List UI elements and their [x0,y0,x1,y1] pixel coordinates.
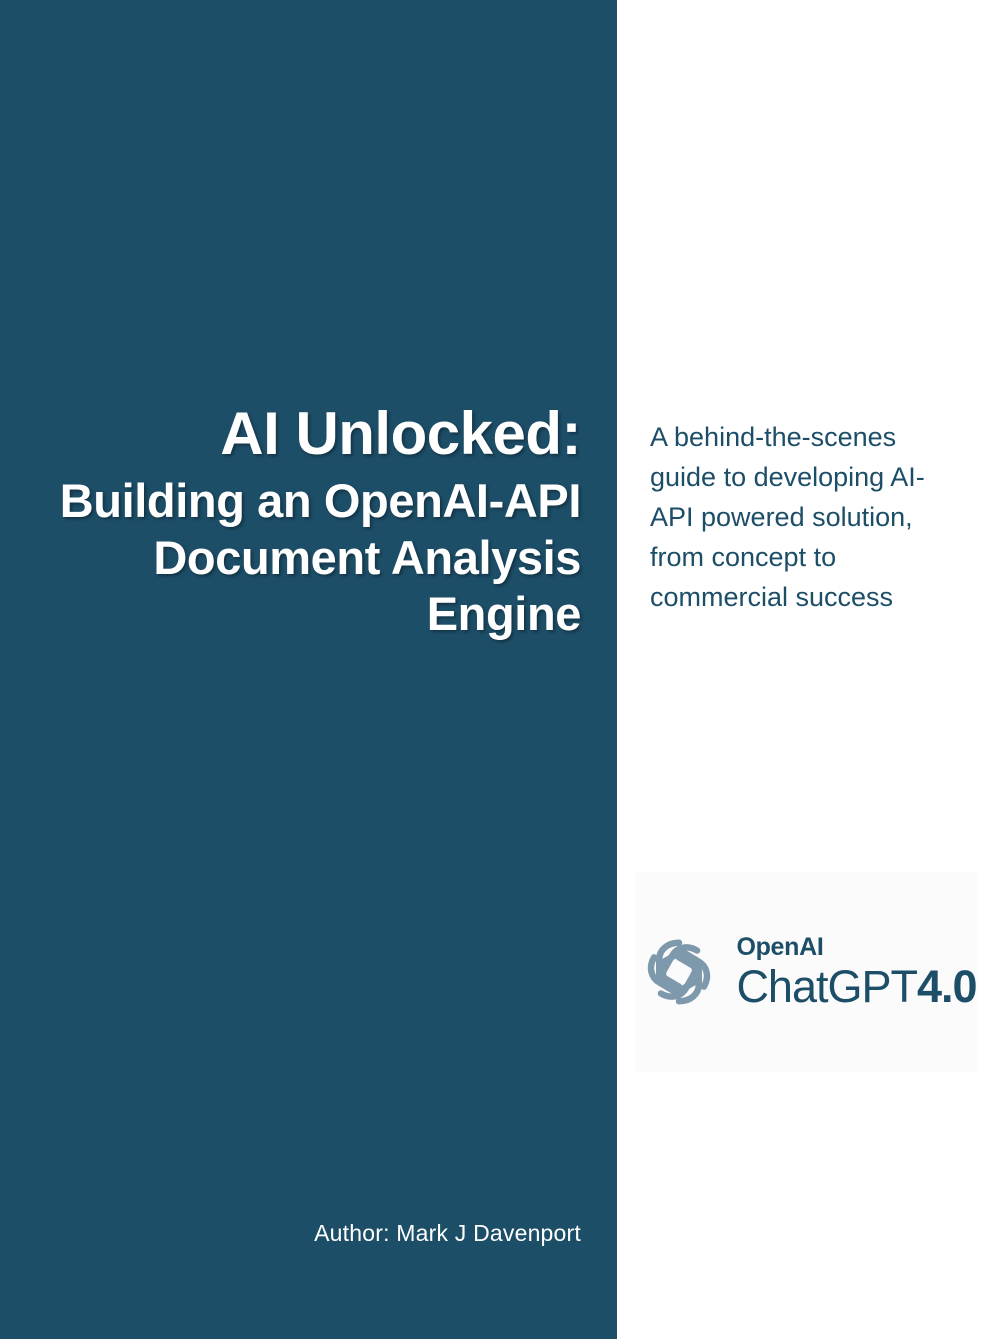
brand-name: OpenAI [736,933,824,961]
cover-right-panel [617,0,999,1339]
cover-title-block [0,400,581,642]
product-name: ChatGPT [736,961,917,1012]
product-version: 4.0 [917,961,977,1012]
page-subtitle-heading: Building an OpenAI-API Document Analysis Engine [59,474,581,640]
openai-knot-icon [636,929,722,1015]
logo-lockup [636,929,976,1015]
page-title: AI Unlocked: [220,400,581,467]
cover-description: A behind-the-scenes guide to developing AI-API powered solution, from concept to commercial success [650,422,925,612]
author-byline: Author: Mark J Davenport [314,1220,581,1246]
logo-text-block [736,933,977,1012]
openai-logo-card [635,872,978,1072]
product-name-row [736,961,977,1012]
